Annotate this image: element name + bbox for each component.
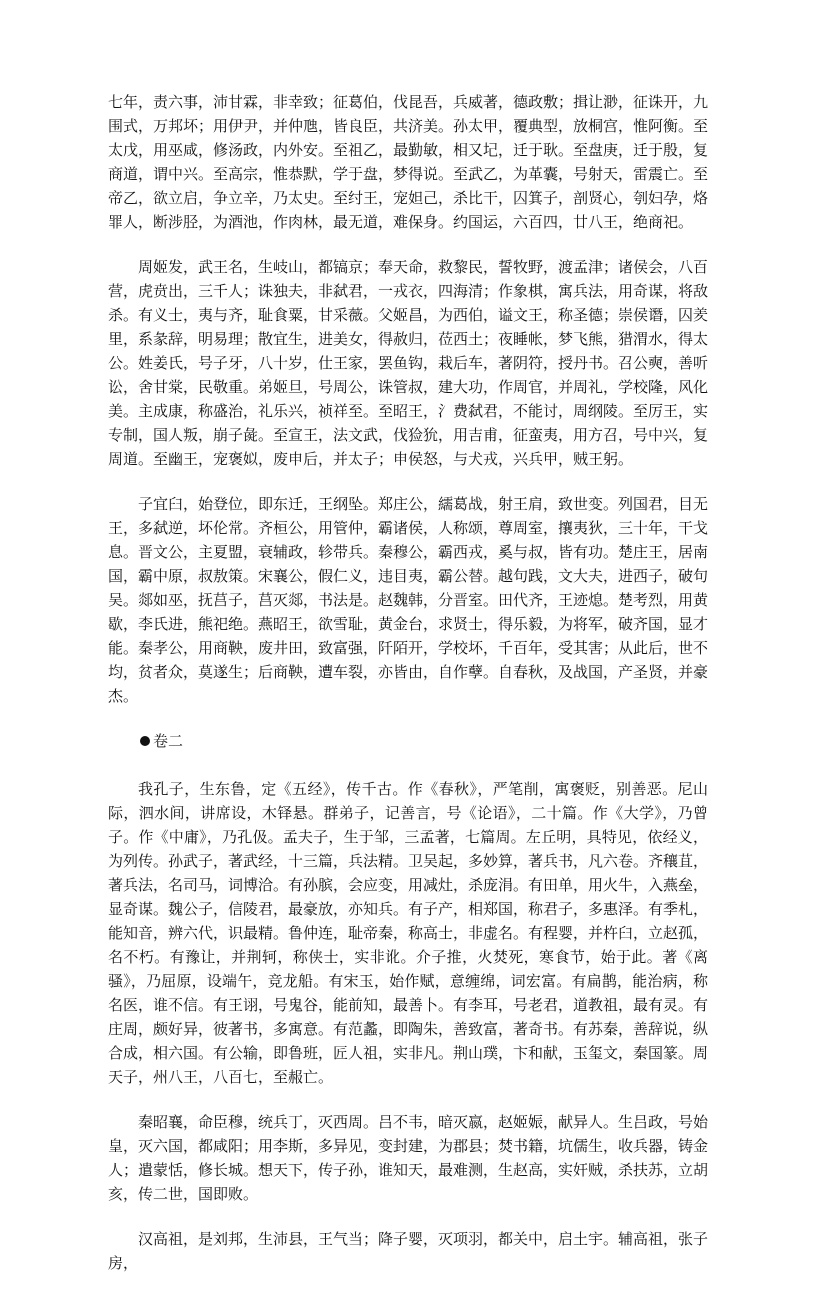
section-heading <box>108 729 708 753</box>
paragraph-zhou-wuwang: 周姬发，武王名，生岐山，都镐京；奉天命，救黎民，誓牧野，渡孟津；诸侯会，八百营，虎贲出，三千人；诛独夫，非弑君，一戎衣，四海清；作象棋，寓兵法，用奇谋，将敌杀。有义士，夷与齐，耻食粟，甘采薇。父姬昌，为西伯，谥文王，称圣德；崇侯谮，囚羑里，系彖辞，明易理；散宜生，进美女，得赦归，莅西土；夜睡帐，梦飞熊，猎渭水，得太公。姓姜氏，号子牙，八十岁，仕王家，罢鱼钩，栽后车，著阴符，授丹书。召公奭，善听讼，舍甘棠，民敬重。弟姬旦，号周公，诛管叔，建大功，作周官，并周礼，学校隆，风化美。主成康，称盛治，礼乐兴，祯祥至。至昭王，氵费弑君，不能讨，周纲陵。至厉王，实专制，国人叛，崩子彘。至宣王，法文武，伐猃狁，用吉甫，征蛮夷，用方召，号中兴，复周道。至幽王，宠褒姒，废申后，并太子；申侯怒，与犬戎，兴兵甲，贼王躬。 <box>108 258 709 468</box>
bullet-icon <box>140 736 150 746</box>
paragraph-confucius: 我孔子，生东鲁，定《五经》，传千古。作《春秋》，严笔削，寓褒贬，别善恶。尼山际，泗水间，讲席设，木铎悬。群弟子，记善言，号《论语》，二十篇。作《大学》，乃曾子。作《中庸》，乃孔伋。孟夫子，生于邹，三孟著，七篇周。左丘明，具特见，依经义，为列传。孙武子，著武经，十三篇，兵法精。卫吴起，多妙算，著兵书，凡六卷。齐穰苴，著兵法，名司马，词博洽。有孙膑，会应变，用减灶，杀庞涓。有田单，用火牛，入燕垒，显奇谋。魏公子，信陵君，最豪放，亦知兵。有子产，相郑国，称君子，多惠泽。有季札，能知音，辨六代，识最精。鲁仲连，耻帝秦，称高士，非虚名。有程婴，并杵臼，立赵孤，名不朽。有豫让，并荆轲，称侠士，实非讹。介子推，火焚死，寒食节，始于此。著《离骚》，乃屈原，设端午，竞龙船。有宋玉，始作赋，意缠绵，词宏富。有扁鹊，能治病，称名医，谁不信。有王诩，号鬼谷，能前知，最善卜。有李耳，号老君，道教祖，最有灵。有庄周，颇好异，彼著书，多寓意。有范蠡，即陶朱，善致富，著奇书。有苏秦，善辞说，纵合成，相六国。有公输，即鲁班，匠人祖，实非凡。荆山璞，卞和献，玉玺文，秦国篆。周天子，州八王，八百七，至赧亡。 <box>108 780 709 1086</box>
document-page <box>108 90 708 1296</box>
paragraph-spring-autumn: 子宜臼，始登位，即东迁，王纲坠。郑庄公，繻葛战，射王肩，致世变。列国君，目无王，多弑逆，坏伦常。齐桓公，用管仲，霸诸侯，人称颂，尊周室，攘夷狄，三十年，干戈息。晋文公，主夏盟，衰辅政，轸带兵。秦穆公，霸西戎，奚与叔，皆有功。楚庄王，居南国，霸中原，叔敖策。宋襄公，假仁义，违目夷，霸公替。越句践，文大夫，进西子，破句吴。郯如巫，抚莒子，莒灭郯，书法是。赵魏韩，分晋室。田代齐，王迹熄。楚考烈，用黄歇，李氏进，熊祀绝。燕昭王，欲雪耻，黄金台，求贤士，得乐毅，为将军，破齐国，显才能。秦孝公，用商鞅，废井田，致富强，阡陌开，学校坏，千百年，受其害；从此后，世不均，贫者众，莫遂生；后商鞅，遭车裂，亦皆由，自作孽。自春秋，及战国，产圣贤，并豪杰。 <box>108 495 709 705</box>
paragraph-han-gaozu: 汉高祖，是刘邦，生沛县，王气当；降子婴，灭项羽，都关中，启土宇。辅高祖，张子房， <box>108 1230 709 1272</box>
paragraph-shang-dynasty: 七年，责六事，沛甘霖，非幸致；征葛伯，伐昆吾，兵威著，德政敷；揖让渺，征诛开，九围式，万邦坏；用伊尹，并仲虺，皆良臣，共济美。孙太甲，覆典型，放桐宫，惟阿衡。至太戊，用巫咸，修汤政，内外安。至祖乙，最勤敏，相又圮，迁于耿。至盘庚，迁于殷，复商道，谓中兴。至高宗，惟恭默，学于盘，梦得说。至武乙，为革囊，号射天，雷震亡。至帝乙，欲立启，争立辛，乃太史。至纣王，宠妲己，杀比干，囚箕子，剖贤心，刳妇孕，烙罪人，断涉胫，为酒池，作肉林，最无道，难保身。约国运，六百四，廿八王，绝商祀。 <box>108 93 709 231</box>
paragraph-qin-dynasty: 秦昭襄，命臣穆，统兵丁，灭西周。吕不韦，暗灭嬴，赵姬娠，献异人。生吕政，号始皇，灭六国，都咸阳；用李斯，多异见，变封建，为郡县；焚书籍，坑儒生，收兵器，铸金人；遣蒙恬，修长城。想天下，传子孙，谁知天，最难测，生赵高，实奸贼，杀扶苏，立胡亥，传二世，国即败。 <box>108 1113 709 1203</box>
section-heading-text: 卷二 <box>153 732 184 750</box>
